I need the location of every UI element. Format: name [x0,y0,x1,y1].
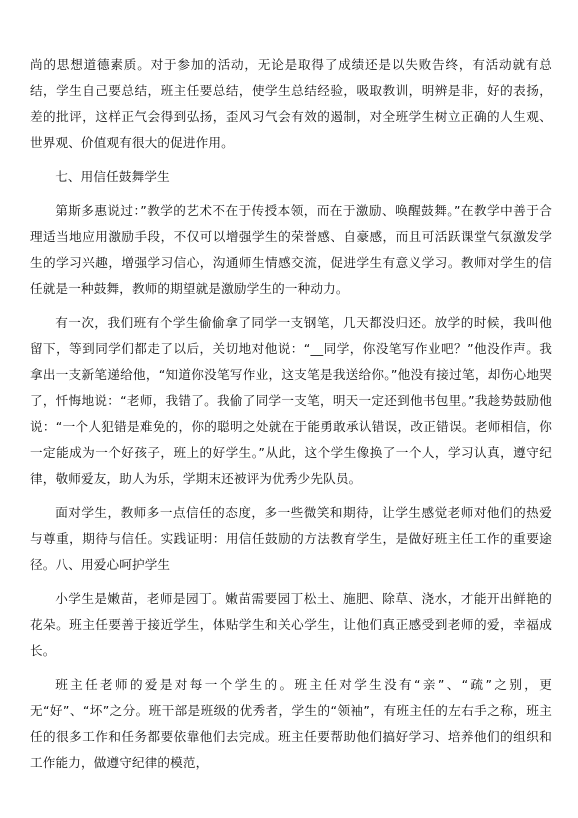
section-heading-trust: 七、用信任鼓舞学生 [55,169,170,184]
paragraph-diesterweg-quote: 第斯多惠说过：”教学的艺术不在于传授本领，而在于激励、唤醒鼓舞。”在教学中善于合理适当地应用激励手段，不仅可以增强学生的荣誉感、自豪感，而且可活跃课堂气氛激发学生的学习兴趣，增强学习信心，沟通师生情感交流，促进学生有意义学习。教师对学生的信任就是一种鼓舞，教师的期望就是激励学生的一种动力。 [30,203,552,296]
paragraph-moral-summary: 尚的思想道德素质。对于参加的活动，无论是取得了成绩还是以失败告终，有活动就有总结，学生自己要总结，班主任要总结，使学生总结经验，吸取教训，明辨是非，好的表扬，差的批评，这样正气会得到弘扬，歪风习气会有效的遏制，对全班学生树立正确的人生观、世界观、价值观有很大的促进作用。 [30,57,552,150]
paragraph-love-every-student: 班主任老师的爱是对每一个学生的。班主任对学生没有“亲”、“疏”之别，更无“好”、“坏”之分。班干部是班级的优秀者，学生的“领袖”，有班主任的左右手之称，班主任的很多工作和任务都要依靠他们去完成。班主任要帮助他们搞好学习、培养他们的组织和工作能力，做遵守纪律的模范， [30,677,552,770]
paragraph-trust-conclusion: 面对学生，教师多一点信任的态度，多一些微笑和期待，让学生感觉老师对他们的热爱与尊重，期待与信任。实践证明：用信任鼓励的方法教育学生，是做好班主任工作的重要途径。八、用爱心呵护学生 [30,505,552,572]
paragraph-pen-story: 有一次，我们班有个学生偷偷拿了同学一支钢笔，几天都没归还。放学的时候，我叫他留下，等到同学们都走了以后，关切地对他说：“__同学，你没笔写作业吧？”他没作声。我拿出一支新笔递给他，“知道你没笔写作业，这支笔是我送给你。”他没有接过笔，却伤心地哭了，忏悔地说：“老师，我错了。我偷了同学一支笔，明天一定还到他书包里。”我趁势鼓励他说：“一个人犯错是难免的，你的聪明之处就在于能勇敢承认错误，改正错误。老师相信，你一定能成为一个好孩子，班上的好学生。”从此，这个学生像换了一个人，学习认真，遵守纪律，敬师爱友，助人为乐，学期末还被评为优秀少先队员。 [30,315,552,486]
paragraph-seedling-gardener: 小学生是嫩苗，老师是园丁。嫩苗需要园丁松土、施肥、除草、浇水，才能开出鲜艳的花朵。班主任要善于接近学生，体贴学生和关心学生，让他们真正感受到老师的爱，幸福成长。 [30,591,552,658]
document-page [30,52,552,784]
